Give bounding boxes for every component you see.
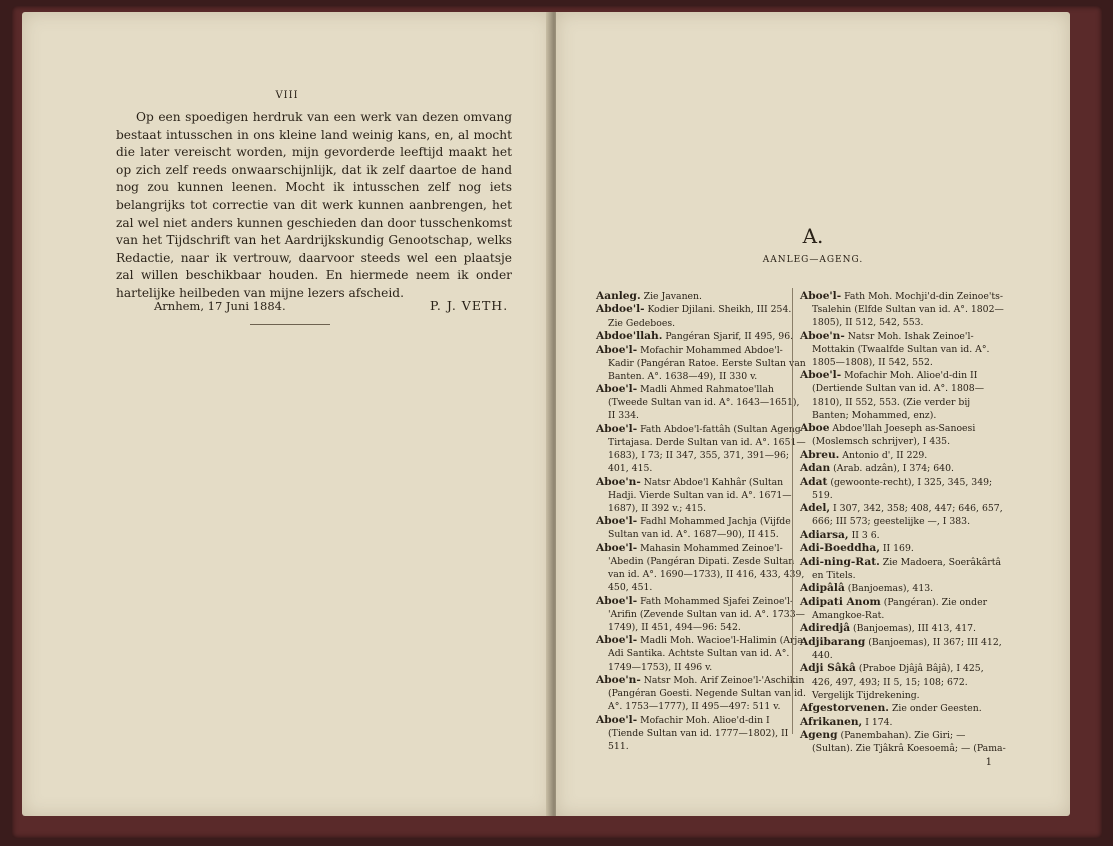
index-entry	[800, 716, 1006, 729]
index-headword: Aboe'l-	[596, 594, 638, 607]
index-entry-text: Zie Madoera, Soerâkârtâ en Titels.	[812, 556, 1001, 581]
index-entry	[800, 662, 1006, 701]
preface-paragraph: Op een spoedigen herdruk van een werk van dezen omvang bestaat intusschen in ons kleine land weinig kans, en, al mocht die later vereischt worden, mijn gevorderde leeftijd maakt het op zich zelf reeds onwaarschijnlijk, dat ik zelf daartoe de hand nog zou kunnen leenen. Mocht ik intusschen zelf nog iets belangrijks tot correctie van dit werk kunnen aanbrengen, het zal wel niet anders kunnen geschieden dan door tusschenkomst van het Tijdschrift van het Aardrijkskundig Genootschap, welks Redactie, naar ik vertrouw, daarvoor steeds wel een plaatsje zal willen beschikbaar houden. En hiermede neem ik onder hartelijke heilbeden van mijne lezers afscheid.	[116, 110, 512, 300]
index-column-2	[800, 290, 1006, 756]
index-headword: Afrikanen,	[800, 715, 863, 728]
index-entry	[800, 449, 1006, 462]
index-entry-text: Zie Javanen.	[640, 291, 702, 302]
index-headword: Adi-Boeddha,	[800, 542, 880, 555]
index-entry-text: II 3 6.	[848, 529, 880, 541]
index-entry	[596, 595, 806, 634]
index-headword: Ageng	[800, 729, 838, 742]
section-letter: A.	[802, 224, 824, 248]
index-entry	[596, 303, 806, 329]
index-entry-text: Kodier Djilani. Sheikh, III 254. Zie Gedeboes.	[608, 304, 792, 329]
index-entry-text: Pangéran Sjarif, II 495, 96.	[662, 331, 794, 343]
index-headword: Aboe'l-	[596, 634, 638, 647]
index-headword: Afgestorvenen.	[800, 702, 889, 715]
author-signature: P. J. VETH.	[430, 298, 509, 313]
index-entry-text: Abdoe'llah Joeseph as-Sanoesi (Moslemsch schrijver), I 435.	[812, 423, 976, 448]
index-entry-text: Fath Abdoe'l-fattâh (Sultan Ageng Tirtajasa. Derde Sultan van id. A°. 1651—1683), I 73; II 347, 355, 371, 391—96; 401, 415.	[608, 423, 806, 475]
index-entry-text: (Arab. adzân), I 374; 640.	[830, 463, 954, 475]
index-entry-text: Antonio d', II 229.	[839, 449, 928, 461]
place-date: Arnhem, 17 Juni 1884.	[154, 299, 286, 313]
index-entry-text: Fath Moh. Mochji'd-din Zeinoe'ts-Tsalehin (Elfde Sultan van id. A°. 1802—1805), II 512, 542, 553.	[812, 291, 1004, 329]
index-entry	[800, 622, 1006, 635]
index-headword: Adji Sâkâ	[800, 662, 856, 675]
index-entry	[800, 502, 1006, 528]
index-headword: Abdoe'llah.	[596, 330, 663, 343]
index-headword: Aboe'l-	[596, 343, 638, 356]
index-entry-text: Mofachir Moh. Alioe'd-din II (Dertiende Sultan van id. A°. 1808—1810), II 552, 553. (Zie verder bij Banten; Mohammed, enz).	[812, 370, 984, 421]
index-headword: Aboe'l-	[596, 422, 638, 435]
index-headword: Adiarsa,	[800, 528, 849, 541]
index-entry	[800, 542, 1006, 555]
index-headword: Aboe'n-	[800, 329, 845, 342]
index-entry-text: (Pangéran). Zie onder Amangkoe-Rat.	[812, 596, 988, 621]
index-entry-text: (Panembahan). Zie Giri; — (Sultan). Zie Tjâkrâ Koesoemâ; — (Pama-	[812, 730, 1006, 755]
index-entry	[800, 596, 1006, 622]
index-entry-text: Zie onder Geesten.	[888, 703, 982, 715]
index-entry	[800, 556, 1006, 582]
index-entry	[800, 729, 1006, 755]
index-headword: Adat	[800, 475, 828, 488]
index-headword: Aboe	[800, 422, 830, 435]
index-headword: Adel,	[800, 502, 831, 515]
index-entry-text: (Praboe Djâjâ Bâjâ), I 425, 426, 497, 493; II 5, 15; 108; 672. Vergelijk Tijdrekening.	[812, 663, 984, 701]
index-headword: Abreu.	[800, 448, 840, 461]
index-entry	[596, 330, 806, 343]
index-headword: Aboe'l-	[596, 541, 638, 554]
index-entry	[800, 422, 1006, 448]
index-entry	[596, 542, 806, 594]
index-entry	[596, 423, 806, 475]
index-entry	[596, 515, 806, 541]
page-number: 1	[985, 757, 992, 768]
index-entry	[800, 636, 1006, 662]
index-entry	[800, 330, 1006, 369]
index-entry	[596, 476, 806, 515]
index-headword: Aboe'l-	[800, 290, 842, 302]
index-headword: Aboe'l-	[596, 713, 638, 726]
index-entry	[596, 290, 806, 303]
index-entry-text: Madli Moh. Wacioe'l-Halimin (Arja Adi Santika. Achtste Sultan van id. A°. 1749—1753), II 496 v.	[608, 635, 803, 673]
index-entry-text: II 169.	[879, 543, 914, 555]
index-entry	[596, 383, 806, 422]
index-entry	[596, 674, 806, 713]
index-column-1	[596, 290, 806, 753]
index-entry-text: Mofachir Mohammed Abdoe'l-Kadir (Pangéran Ratoe. Eerste Sultan van Banten. A°. 1638—49), II 330 v.	[608, 344, 806, 382]
index-entry-text: Natsr Moh. Ishak Zeinoe'l-Mottakin (Twaalfde Sultan van id. A°. 1805—1808), II 542, 552.	[812, 330, 990, 368]
index-headword: Abdoe'l-	[596, 303, 645, 316]
index-entry-text: Madli Ahmed Rahmatoe'llah (Tweede Sultan van id. A°. 1643—1651), II 334.	[608, 384, 800, 422]
index-headword: Aboe'n-	[596, 674, 641, 687]
index-headword: Adipâlâ	[800, 582, 845, 595]
index-entry	[596, 344, 806, 383]
index-headword: Adi-ning-Rat.	[800, 555, 880, 568]
index-entry-text: Natsr Moh. Arif Zeinoe'l-'Aschikin (Pangéran Goesti. Negende Sultan van id. A°. 1753—1777), II 495—497: 511 v.	[608, 675, 806, 713]
index-entry-text: Fath Mohammed Sjafei Zeinoe'l-'Arifin (Zevende Sultan van id. A°. 1733—1749), II 451, 494—96: 542.	[608, 595, 805, 633]
index-entry	[800, 476, 1006, 502]
index-headword: Aboe'l-	[800, 369, 842, 382]
index-entry-text: Mahasin Mohammed Zeinoe'l-'Abedin (Pangéran Dipati. Zesde Sultan van id. A°. 1690—1733), II 416, 433, 439, 450, 451.	[608, 542, 805, 594]
index-entry-text: (Banjoemas), II 367; III 412, 440.	[812, 636, 1002, 661]
index-entry-text: Fadhl Mohammed Jachja (Vijfde Sultan van id. A°. 1687—90), II 415.	[608, 516, 791, 541]
index-headword: Adjibarang	[800, 635, 866, 648]
index-entry	[800, 529, 1006, 542]
index-entry-text: I 307, 342, 358; 408, 447; 646, 657, 666; III 573; geestelijke —, I 383.	[812, 503, 1003, 528]
index-headword: Aboe'l-	[596, 383, 638, 396]
index-entry-text: Mofachir Moh. Alioe'd-din I (Tiende Sultan van id. 1777—1802), II 511.	[608, 714, 789, 752]
running-head: AANLEG—AGENG.	[762, 255, 864, 265]
index-headword: Aanleg.	[596, 290, 641, 302]
index-entry-text: I 174.	[862, 716, 893, 728]
index-headword: Aboe'l-	[596, 515, 638, 528]
index-entry	[800, 462, 1006, 475]
index-entry	[800, 702, 1006, 715]
index-entry	[800, 290, 1006, 329]
index-headword: Aboe'n-	[596, 475, 641, 488]
column-rule	[792, 288, 793, 734]
page-number-roman: VIII	[275, 90, 299, 101]
index-entry	[800, 369, 1006, 421]
index-entry-text: (Banjoemas), III 413, 417.	[850, 623, 976, 635]
index-entry	[596, 714, 806, 753]
index-entry-text: (gewoonte-recht), I 325, 345, 349; 519.	[812, 476, 993, 501]
index-headword: Adipati Anom	[800, 595, 881, 608]
left-page	[22, 12, 552, 816]
section-divider	[250, 324, 330, 325]
index-entry-text: (Banjoemas), 413.	[844, 583, 934, 595]
index-entry	[596, 634, 806, 673]
index-entry	[800, 582, 1006, 595]
index-headword: Adiredjâ	[800, 622, 851, 635]
index-entry-text: Natsr Abdoe'l Kahhâr (Sultan Hadji. Vierde Sultan van id. A°. 1671—1687), II 392 v.; 415.	[608, 476, 792, 514]
index-headword: Adan	[800, 462, 831, 475]
right-page	[556, 12, 1070, 816]
